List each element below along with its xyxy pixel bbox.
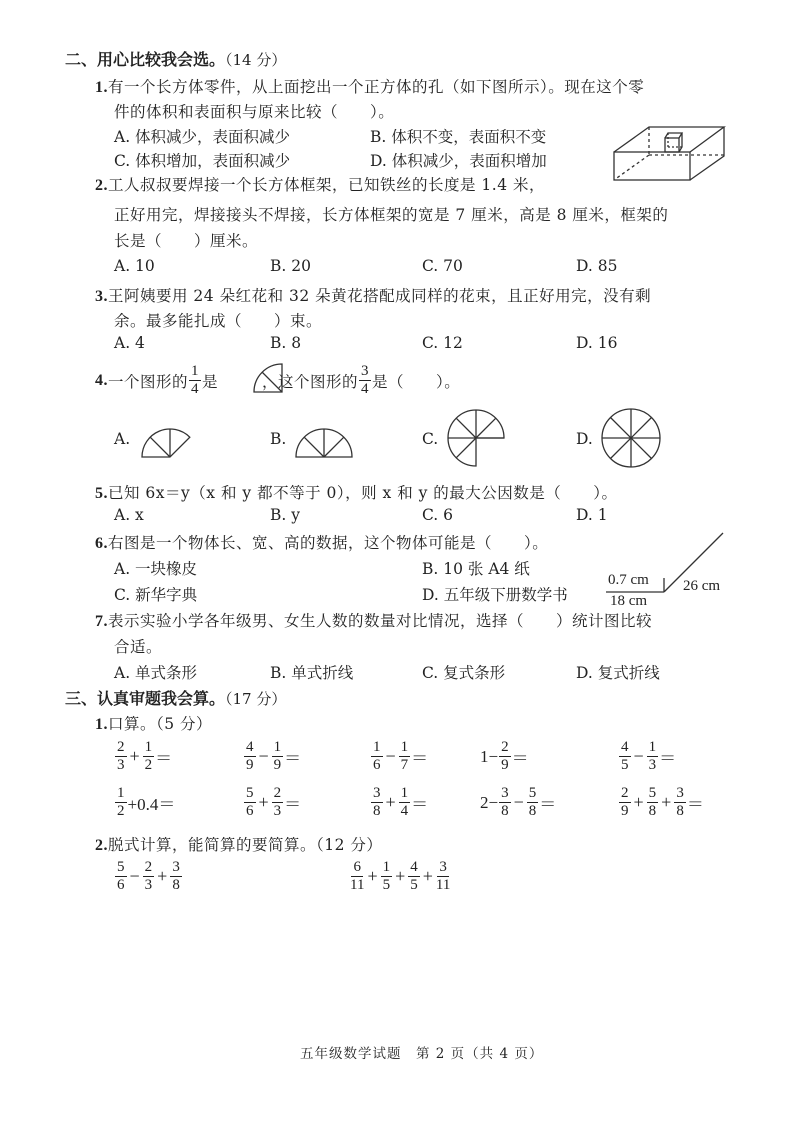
written-expr-1[interactable]: $\frac{5}{6}$ − $\frac{2}{3}$ + $\frac{3}{8}$ bbox=[117, 859, 180, 893]
oral-item-7[interactable]: $\frac{5}{6}$ + $\frac{2}{3}$ ＝ bbox=[246, 785, 302, 819]
question-3-line-2: 余。最多能扎成（ ）束。 bbox=[114, 312, 323, 330]
quarter-sector-figure bbox=[252, 362, 284, 394]
length-label: 26 cm bbox=[683, 578, 721, 594]
q5-option-c[interactable]: C. 6 bbox=[422, 506, 454, 524]
question-2-line-3: 长是（ ）厘米。 bbox=[114, 232, 259, 250]
question-3-line-1: 3.王阿姨要用 24 朵红花和 32 朵黄花搭配成同样的花束，且正好用完，没有剩 bbox=[95, 287, 652, 305]
fraction-one-quarter: $\frac{1}{4}$ bbox=[191, 363, 200, 397]
q4-option-a[interactable]: A. bbox=[114, 430, 131, 448]
q4-option-d[interactable]: D. bbox=[576, 430, 593, 448]
question-7-line-1: 7.表示实验小学各年级男、女生人数的数量对比情况，选择（ ）统计图比较 bbox=[95, 612, 653, 630]
section-3-points: （17 分） bbox=[225, 690, 287, 708]
q7-option-a[interactable]: A. 单式条形 bbox=[114, 664, 198, 682]
question-1-line-2: 件的体积和表面积与原来比较（ ）。 bbox=[114, 103, 395, 121]
oral-calc-heading: 1.口算。（5 分） bbox=[95, 715, 213, 733]
q3-option-a[interactable]: A. 4 bbox=[114, 334, 145, 352]
q1-option-d[interactable]: D. 体积减少，表面积增加 bbox=[370, 152, 547, 170]
written-expr-2[interactable]: $\frac{6}{11}$ + $\frac{1}{5}$ + $\frac{4}{5}$ + $\frac{3}{11}$ bbox=[350, 859, 451, 893]
cuboid-figure bbox=[612, 122, 762, 182]
question-4-line: 4. 一个图形的 $\frac{1}{4}$ 是 ，这个图形的 $\frac{3}{4}$ 是（ ）。 bbox=[95, 363, 461, 397]
q3-option-d[interactable]: D. 16 bbox=[576, 334, 618, 352]
q6-option-d[interactable]: D. 五年级下册数学书 bbox=[422, 586, 568, 604]
section-3-heading bbox=[65, 686, 286, 709]
q7-option-c[interactable]: C. 复式条形 bbox=[422, 664, 506, 682]
question-2-line-1: 2.工人叔叔要焊接一个长方体框架，已知铁丝的长度是 1.4 米， bbox=[95, 176, 546, 194]
question-5-line-1: 5.已知 6x＝y（x 和 y 都不等于 0），则 x 和 y 的最大公因数是（ ）。 bbox=[95, 484, 618, 502]
q3-option-b[interactable]: B. 8 bbox=[270, 334, 302, 352]
q4-option-d-figure bbox=[600, 407, 662, 469]
section-2-title: 二、用心比较我会选。 bbox=[65, 50, 226, 69]
q4-option-b[interactable]: B. bbox=[270, 430, 287, 448]
q7-option-d[interactable]: D. 复式折线 bbox=[576, 664, 660, 682]
q2-option-b[interactable]: B. 20 bbox=[270, 257, 311, 275]
q1-option-c[interactable]: C. 体积增加，表面积减少 bbox=[114, 152, 291, 170]
q4-option-c-figure bbox=[446, 407, 506, 469]
q2-option-a[interactable]: A. 10 bbox=[114, 257, 155, 275]
q4-option-a-figure bbox=[140, 425, 200, 460]
section-2-heading bbox=[65, 47, 286, 70]
question-2-line-2: 正好用完，焊接接头不焊接，长方体框架的宽是 7 厘米，高是 8 厘米，框架的 bbox=[114, 206, 669, 224]
q6-option-c[interactable]: C. 新华字典 bbox=[114, 586, 198, 604]
height-label: 0.7 cm bbox=[608, 572, 649, 588]
oral-item-4[interactable]: 1− $\frac{2}{9}$ ＝ bbox=[480, 739, 529, 773]
q1-option-a[interactable]: A. 体积减少，表面积减少 bbox=[114, 128, 291, 146]
oral-item-1[interactable]: $\frac{2}{3}$ + $\frac{1}{2}$ ＝ bbox=[117, 739, 173, 773]
q7-option-b[interactable]: B. 单式折线 bbox=[270, 664, 354, 682]
q4-option-b-figure bbox=[294, 425, 354, 460]
width-label: 18 cm bbox=[610, 593, 648, 609]
q5-option-a[interactable]: A. x bbox=[114, 506, 144, 524]
fraction-three-quarters: $\frac{3}{4}$ bbox=[361, 363, 370, 397]
oral-item-9[interactable]: 2− $\frac{3}{8}$ − $\frac{5}{8}$ ＝ bbox=[480, 785, 557, 819]
q5-option-b[interactable]: B. y bbox=[270, 506, 301, 524]
oral-item-10[interactable]: $\frac{2}{9}$ + $\frac{5}{8}$ + $\frac{3}{8}$ ＝ bbox=[621, 785, 704, 819]
q2-option-d[interactable]: D. 85 bbox=[576, 257, 618, 275]
q5-option-d[interactable]: D. 1 bbox=[576, 506, 608, 524]
q2-option-c[interactable]: C. 70 bbox=[422, 257, 463, 275]
section-2-points: （14 分） bbox=[225, 51, 287, 69]
oral-item-6[interactable]: $\frac{1}{2}$ +0.4＝ bbox=[117, 785, 176, 819]
question-7-line-2: 合适。 bbox=[114, 638, 163, 656]
written-calc-heading: 2.脱式计算，能简算的要简算。（12 分） bbox=[95, 836, 383, 854]
q6-option-b[interactable]: B. 10 张 A4 纸 bbox=[422, 560, 530, 578]
q3-option-c[interactable]: C. 12 bbox=[422, 334, 463, 352]
oral-item-3[interactable]: $\frac{1}{6}$ − $\frac{1}{7}$ ＝ bbox=[373, 739, 429, 773]
page-footer: 五年级数学试题 第 2 页（共 4 页） bbox=[300, 1046, 544, 1062]
q1-option-b[interactable]: B. 体积不变，表面积不变 bbox=[370, 128, 547, 146]
oral-item-5[interactable]: $\frac{4}{5}$ − $\frac{1}{3}$ ＝ bbox=[621, 739, 677, 773]
q6-option-a[interactable]: A. 一块橡皮 bbox=[114, 560, 198, 578]
section-3-title: 三、认真审题我会算。 bbox=[65, 689, 226, 708]
oral-item-8[interactable]: $\frac{3}{8}$ + $\frac{1}{4}$ ＝ bbox=[373, 785, 429, 819]
question-6-line-1: 6.右图是一个物体长、宽、高的数据，这个物体可能是（ ）。 bbox=[95, 534, 549, 552]
question-1-line-1: 1.有一个长方体零件，从上面挖出一个正方体的孔（如下图所示）。现在这个零 bbox=[95, 78, 645, 96]
q4-option-c[interactable]: C. bbox=[422, 430, 439, 448]
oral-item-2[interactable]: $\frac{4}{9}$ − $\frac{1}{9}$ ＝ bbox=[246, 739, 302, 773]
